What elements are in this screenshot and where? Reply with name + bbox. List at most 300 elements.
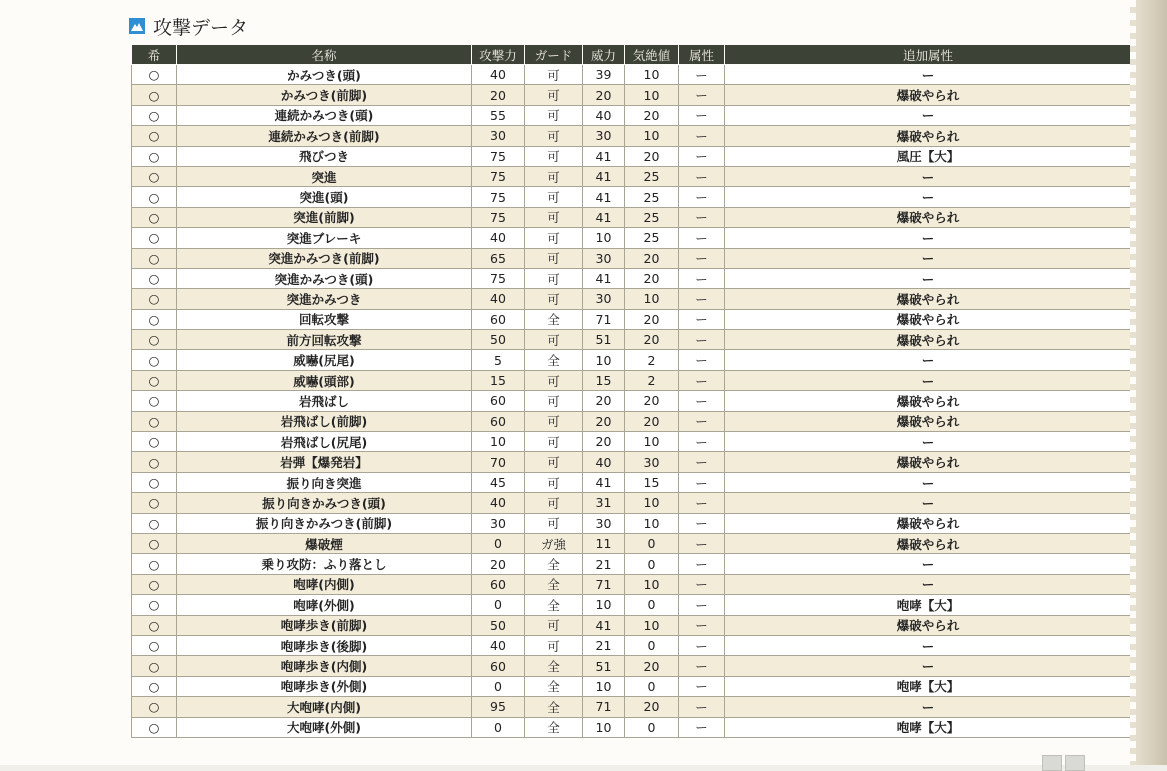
extra-attribute-cell: 爆破やられ bbox=[725, 309, 1132, 329]
rarity-cell: ○ bbox=[132, 452, 177, 472]
stun-cell: 25 bbox=[625, 166, 679, 186]
power-cell: 20 bbox=[583, 411, 625, 431]
extra-attribute-cell: ー bbox=[725, 268, 1132, 288]
stun-cell: 25 bbox=[625, 187, 679, 207]
rarity-cell: ○ bbox=[132, 105, 177, 125]
name-cell: 咆哮(内側) bbox=[177, 574, 472, 594]
extra-attribute-cell: ー bbox=[725, 635, 1132, 655]
attack-cell: 30 bbox=[472, 126, 525, 146]
name-cell: 突進かみつき bbox=[177, 289, 472, 309]
guard-cell: ガ強 bbox=[525, 533, 583, 553]
guard-cell: 可 bbox=[525, 411, 583, 431]
rarity-cell: ○ bbox=[132, 85, 177, 105]
extra-attribute-cell: 爆破やられ bbox=[725, 411, 1132, 431]
rarity-cell: ○ bbox=[132, 268, 177, 288]
name-cell: 岩飛ばし(尻尾) bbox=[177, 432, 472, 452]
guard-cell: 可 bbox=[525, 105, 583, 125]
name-cell: 突進かみつき(頭) bbox=[177, 268, 472, 288]
rarity-cell: ○ bbox=[132, 126, 177, 146]
column-header: 威力 bbox=[583, 45, 625, 65]
power-cell: 41 bbox=[583, 187, 625, 207]
element-cell: ー bbox=[679, 228, 725, 248]
attack-cell: 15 bbox=[472, 370, 525, 390]
stun-cell: 0 bbox=[625, 717, 679, 737]
element-cell: ー bbox=[679, 85, 725, 105]
guard-cell: 可 bbox=[525, 207, 583, 227]
attack-cell: 60 bbox=[472, 574, 525, 594]
name-cell: 乗り攻防：ふり落とし bbox=[177, 554, 472, 574]
power-cell: 30 bbox=[583, 289, 625, 309]
extra-attribute-cell: 爆破やられ bbox=[725, 85, 1132, 105]
table-row bbox=[132, 574, 1132, 594]
table-row bbox=[132, 533, 1132, 553]
element-cell: ー bbox=[679, 126, 725, 146]
guard-cell: 可 bbox=[525, 289, 583, 309]
table-row bbox=[132, 615, 1132, 635]
table-row bbox=[132, 187, 1132, 207]
stun-cell: 0 bbox=[625, 533, 679, 553]
attack-cell: 75 bbox=[472, 146, 525, 166]
table-row bbox=[132, 452, 1132, 472]
name-cell: 突進 bbox=[177, 166, 472, 186]
power-cell: 20 bbox=[583, 432, 625, 452]
attack-cell: 0 bbox=[472, 676, 525, 696]
column-header: 気絶値 bbox=[625, 45, 679, 65]
element-cell: ー bbox=[679, 676, 725, 696]
table-row bbox=[132, 493, 1132, 513]
rarity-cell: ○ bbox=[132, 717, 177, 737]
stun-cell: 10 bbox=[625, 493, 679, 513]
table-row bbox=[132, 554, 1132, 574]
rarity-cell: ○ bbox=[132, 309, 177, 329]
rarity-cell: ○ bbox=[132, 615, 177, 635]
stun-cell: 2 bbox=[625, 350, 679, 370]
element-cell: ー bbox=[679, 615, 725, 635]
stun-cell: 0 bbox=[625, 676, 679, 696]
rarity-cell: ○ bbox=[132, 370, 177, 390]
attack-cell: 60 bbox=[472, 411, 525, 431]
attack-cell: 75 bbox=[472, 166, 525, 186]
attack-cell: 30 bbox=[472, 513, 525, 533]
table-row bbox=[132, 268, 1132, 288]
guard-cell: 可 bbox=[525, 472, 583, 492]
attack-cell: 75 bbox=[472, 207, 525, 227]
stun-cell: 0 bbox=[625, 635, 679, 655]
rarity-cell: ○ bbox=[132, 391, 177, 411]
stun-cell: 20 bbox=[625, 248, 679, 268]
name-cell: 大咆哮(外側) bbox=[177, 717, 472, 737]
attack-cell: 40 bbox=[472, 289, 525, 309]
power-cell: 41 bbox=[583, 166, 625, 186]
rarity-cell: ○ bbox=[132, 289, 177, 309]
guard-cell: 可 bbox=[525, 146, 583, 166]
element-cell: ー bbox=[679, 697, 725, 717]
guard-cell: 可 bbox=[525, 248, 583, 268]
column-header: 希 bbox=[132, 45, 177, 65]
element-cell: ー bbox=[679, 432, 725, 452]
table-header-row bbox=[132, 45, 1132, 65]
table-row bbox=[132, 697, 1132, 717]
rarity-cell: ○ bbox=[132, 432, 177, 452]
attack-data-table bbox=[131, 44, 1132, 738]
name-cell: 爆破煙 bbox=[177, 533, 472, 553]
attack-cell: 60 bbox=[472, 656, 525, 676]
guard-cell: 可 bbox=[525, 615, 583, 635]
guard-cell: 全 bbox=[525, 656, 583, 676]
power-cell: 10 bbox=[583, 350, 625, 370]
attack-cell: 75 bbox=[472, 268, 525, 288]
rarity-cell: ○ bbox=[132, 350, 177, 370]
table-row bbox=[132, 411, 1132, 431]
element-cell: ー bbox=[679, 513, 725, 533]
table-row bbox=[132, 85, 1132, 105]
table-row bbox=[132, 513, 1132, 533]
power-cell: 30 bbox=[583, 126, 625, 146]
attack-cell: 75 bbox=[472, 187, 525, 207]
element-cell: ー bbox=[679, 493, 725, 513]
table-row bbox=[132, 717, 1132, 737]
extra-attribute-cell: 爆破やられ bbox=[725, 207, 1132, 227]
name-cell: 突進かみつき(前脚) bbox=[177, 248, 472, 268]
table-body bbox=[132, 65, 1132, 738]
table-row bbox=[132, 432, 1132, 452]
guard-cell: 可 bbox=[525, 228, 583, 248]
power-cell: 10 bbox=[583, 717, 625, 737]
page-controls bbox=[1042, 755, 1085, 771]
element-cell: ー bbox=[679, 717, 725, 737]
power-cell: 15 bbox=[583, 370, 625, 390]
stun-cell: 10 bbox=[625, 289, 679, 309]
name-cell: 咆哮歩き(後脚) bbox=[177, 635, 472, 655]
table-row bbox=[132, 391, 1132, 411]
name-cell: 突進(頭) bbox=[177, 187, 472, 207]
extra-attribute-cell: ー bbox=[725, 472, 1132, 492]
element-cell: ー bbox=[679, 635, 725, 655]
rarity-cell: ○ bbox=[132, 574, 177, 594]
guard-cell: 可 bbox=[525, 452, 583, 472]
rarity-cell: ○ bbox=[132, 65, 177, 85]
table-row bbox=[132, 126, 1132, 146]
column-header: 名称 bbox=[177, 45, 472, 65]
attack-cell: 65 bbox=[472, 248, 525, 268]
guard-cell: 可 bbox=[525, 85, 583, 105]
attack-cell: 60 bbox=[472, 391, 525, 411]
extra-attribute-cell: ー bbox=[725, 432, 1132, 452]
element-cell: ー bbox=[679, 65, 725, 85]
element-cell: ー bbox=[679, 330, 725, 350]
rarity-cell: ○ bbox=[132, 411, 177, 431]
attack-cell: 40 bbox=[472, 65, 525, 85]
stun-cell: 25 bbox=[625, 228, 679, 248]
stun-cell: 20 bbox=[625, 146, 679, 166]
stun-cell: 10 bbox=[625, 126, 679, 146]
power-cell: 41 bbox=[583, 207, 625, 227]
guard-cell: 全 bbox=[525, 697, 583, 717]
name-cell: かみつき(前脚) bbox=[177, 85, 472, 105]
stun-cell: 10 bbox=[625, 615, 679, 635]
name-cell: 前方回転攻撃 bbox=[177, 330, 472, 350]
column-header: 攻撃力 bbox=[472, 45, 525, 65]
guard-cell: 可 bbox=[525, 187, 583, 207]
stun-cell: 0 bbox=[625, 554, 679, 574]
stun-cell: 20 bbox=[625, 697, 679, 717]
element-cell: ー bbox=[679, 452, 725, 472]
guard-cell: 全 bbox=[525, 676, 583, 696]
name-cell: 岩飛ばし bbox=[177, 391, 472, 411]
element-cell: ー bbox=[679, 554, 725, 574]
next-page-icon[interactable] bbox=[1065, 755, 1085, 771]
name-cell: 回転攻撃 bbox=[177, 309, 472, 329]
rarity-cell: ○ bbox=[132, 187, 177, 207]
power-cell: 21 bbox=[583, 635, 625, 655]
rarity-cell: ○ bbox=[132, 676, 177, 696]
name-cell: 岩飛ばし(前脚) bbox=[177, 411, 472, 431]
guard-cell: 可 bbox=[525, 268, 583, 288]
column-header: 属性 bbox=[679, 45, 725, 65]
guard-cell: 全 bbox=[525, 574, 583, 594]
rarity-cell: ○ bbox=[132, 533, 177, 553]
table-row bbox=[132, 330, 1132, 350]
guard-cell: 可 bbox=[525, 166, 583, 186]
guard-cell: 全 bbox=[525, 595, 583, 615]
table-row bbox=[132, 146, 1132, 166]
extra-attribute-cell: 爆破やられ bbox=[725, 391, 1132, 411]
table-row bbox=[132, 248, 1132, 268]
name-cell: 咆哮(外側) bbox=[177, 595, 472, 615]
element-cell: ー bbox=[679, 248, 725, 268]
name-cell: 威嚇(頭部) bbox=[177, 370, 472, 390]
guard-cell: 可 bbox=[525, 493, 583, 513]
element-cell: ー bbox=[679, 309, 725, 329]
stun-cell: 20 bbox=[625, 411, 679, 431]
rarity-cell: ○ bbox=[132, 697, 177, 717]
name-cell: 咆哮歩き(前脚) bbox=[177, 615, 472, 635]
attack-cell: 20 bbox=[472, 85, 525, 105]
stun-cell: 20 bbox=[625, 268, 679, 288]
guard-cell: 可 bbox=[525, 432, 583, 452]
element-cell: ー bbox=[679, 656, 725, 676]
name-cell: 連続かみつき(前脚) bbox=[177, 126, 472, 146]
power-cell: 30 bbox=[583, 248, 625, 268]
name-cell: 咆哮歩き(内側) bbox=[177, 656, 472, 676]
attack-cell: 40 bbox=[472, 493, 525, 513]
table-row bbox=[132, 676, 1132, 696]
extra-attribute-cell: ー bbox=[725, 350, 1132, 370]
table-row bbox=[132, 105, 1132, 125]
power-cell: 71 bbox=[583, 574, 625, 594]
table-row bbox=[132, 370, 1132, 390]
element-cell: ー bbox=[679, 268, 725, 288]
stun-cell: 20 bbox=[625, 656, 679, 676]
attack-cell: 0 bbox=[472, 595, 525, 615]
table-row bbox=[132, 595, 1132, 615]
stun-cell: 20 bbox=[625, 309, 679, 329]
table-row bbox=[132, 309, 1132, 329]
stun-cell: 25 bbox=[625, 207, 679, 227]
power-cell: 10 bbox=[583, 595, 625, 615]
power-cell: 31 bbox=[583, 493, 625, 513]
extra-attribute-cell: ー bbox=[725, 248, 1132, 268]
table-row bbox=[132, 472, 1132, 492]
attack-cell: 60 bbox=[472, 309, 525, 329]
power-cell: 51 bbox=[583, 656, 625, 676]
power-cell: 20 bbox=[583, 391, 625, 411]
stun-cell: 15 bbox=[625, 472, 679, 492]
extra-attribute-cell: ー bbox=[725, 105, 1132, 125]
extra-attribute-cell: ー bbox=[725, 166, 1132, 186]
rarity-cell: ○ bbox=[132, 493, 177, 513]
element-cell: ー bbox=[679, 350, 725, 370]
name-cell: 岩弾【爆発岩】 bbox=[177, 452, 472, 472]
extra-attribute-cell: 咆哮【大】 bbox=[725, 595, 1132, 615]
stun-cell: 10 bbox=[625, 513, 679, 533]
attack-cell: 0 bbox=[472, 533, 525, 553]
attack-cell: 50 bbox=[472, 615, 525, 635]
attack-cell: 20 bbox=[472, 554, 525, 574]
extra-attribute-cell: 爆破やられ bbox=[725, 513, 1132, 533]
stun-cell: 30 bbox=[625, 452, 679, 472]
extra-attribute-cell: ー bbox=[725, 656, 1132, 676]
name-cell: 振り向きかみつき(前脚) bbox=[177, 513, 472, 533]
extra-attribute-cell: 爆破やられ bbox=[725, 452, 1132, 472]
stun-cell: 10 bbox=[625, 65, 679, 85]
extra-attribute-cell: 爆破やられ bbox=[725, 289, 1132, 309]
rarity-cell: ○ bbox=[132, 554, 177, 574]
power-cell: 10 bbox=[583, 676, 625, 696]
element-cell: ー bbox=[679, 391, 725, 411]
name-cell: 大咆哮(内側) bbox=[177, 697, 472, 717]
rarity-cell: ○ bbox=[132, 595, 177, 615]
guard-cell: 可 bbox=[525, 513, 583, 533]
name-cell: 振り向きかみつき(頭) bbox=[177, 493, 472, 513]
extra-attribute-cell: 咆哮【大】 bbox=[725, 717, 1132, 737]
element-cell: ー bbox=[679, 146, 725, 166]
attack-cell: 95 bbox=[472, 697, 525, 717]
power-cell: 39 bbox=[583, 65, 625, 85]
rarity-cell: ○ bbox=[132, 656, 177, 676]
extra-attribute-cell: ー bbox=[725, 65, 1132, 85]
power-cell: 71 bbox=[583, 309, 625, 329]
rarity-cell: ○ bbox=[132, 146, 177, 166]
element-cell: ー bbox=[679, 595, 725, 615]
table-row bbox=[132, 228, 1132, 248]
guard-cell: 可 bbox=[525, 635, 583, 655]
element-cell: ー bbox=[679, 533, 725, 553]
rarity-cell: ○ bbox=[132, 330, 177, 350]
attack-cell: 5 bbox=[472, 350, 525, 370]
page-edge bbox=[1130, 0, 1167, 765]
extra-attribute-cell: ー bbox=[725, 370, 1132, 390]
element-cell: ー bbox=[679, 207, 725, 227]
power-cell: 21 bbox=[583, 554, 625, 574]
guard-cell: 全 bbox=[525, 554, 583, 574]
section-title: 攻撃データ bbox=[153, 16, 249, 39]
stun-cell: 0 bbox=[625, 595, 679, 615]
attack-cell: 40 bbox=[472, 228, 525, 248]
power-cell: 40 bbox=[583, 105, 625, 125]
rarity-cell: ○ bbox=[132, 635, 177, 655]
stun-cell: 2 bbox=[625, 370, 679, 390]
table-row bbox=[132, 207, 1132, 227]
extra-attribute-cell: 爆破やられ bbox=[725, 330, 1132, 350]
rarity-cell: ○ bbox=[132, 513, 177, 533]
attack-cell: 0 bbox=[472, 717, 525, 737]
guard-cell: 可 bbox=[525, 391, 583, 411]
stun-cell: 10 bbox=[625, 574, 679, 594]
power-cell: 71 bbox=[583, 697, 625, 717]
rarity-cell: ○ bbox=[132, 207, 177, 227]
extra-attribute-cell: ー bbox=[725, 187, 1132, 207]
stun-cell: 20 bbox=[625, 105, 679, 125]
extra-attribute-cell: 風圧【大】 bbox=[725, 146, 1132, 166]
stun-cell: 10 bbox=[625, 85, 679, 105]
extra-attribute-cell: ー bbox=[725, 697, 1132, 717]
section-header bbox=[129, 12, 248, 40]
element-cell: ー bbox=[679, 105, 725, 125]
extra-attribute-cell: 爆破やられ bbox=[725, 533, 1132, 553]
element-cell: ー bbox=[679, 472, 725, 492]
rarity-cell: ○ bbox=[132, 472, 177, 492]
extra-attribute-cell: ー bbox=[725, 554, 1132, 574]
element-cell: ー bbox=[679, 370, 725, 390]
attack-cell: 50 bbox=[472, 330, 525, 350]
element-cell: ー bbox=[679, 411, 725, 431]
name-cell: 振り向き突進 bbox=[177, 472, 472, 492]
power-cell: 41 bbox=[583, 472, 625, 492]
extra-attribute-cell: 爆破やられ bbox=[725, 615, 1132, 635]
table-row bbox=[132, 656, 1132, 676]
extra-attribute-cell: ー bbox=[725, 493, 1132, 513]
power-cell: 20 bbox=[583, 85, 625, 105]
name-cell: かみつき(頭) bbox=[177, 65, 472, 85]
extra-attribute-cell: 咆哮【大】 bbox=[725, 676, 1132, 696]
attack-cell: 70 bbox=[472, 452, 525, 472]
power-cell: 40 bbox=[583, 452, 625, 472]
attack-cell: 55 bbox=[472, 105, 525, 125]
mountain-icon bbox=[129, 18, 145, 34]
power-cell: 41 bbox=[583, 268, 625, 288]
name-cell: 連続かみつき(頭) bbox=[177, 105, 472, 125]
attack-cell: 40 bbox=[472, 635, 525, 655]
prev-page-icon[interactable] bbox=[1042, 755, 1062, 771]
name-cell: 突進ブレーキ bbox=[177, 228, 472, 248]
stun-cell: 20 bbox=[625, 330, 679, 350]
column-header: 追加属性 bbox=[725, 45, 1132, 65]
stun-cell: 10 bbox=[625, 432, 679, 452]
extra-attribute-cell: ー bbox=[725, 228, 1132, 248]
power-cell: 30 bbox=[583, 513, 625, 533]
attack-cell: 10 bbox=[472, 432, 525, 452]
table-row bbox=[132, 635, 1132, 655]
rarity-cell: ○ bbox=[132, 248, 177, 268]
name-cell: 突進(前脚) bbox=[177, 207, 472, 227]
power-cell: 41 bbox=[583, 615, 625, 635]
rarity-cell: ○ bbox=[132, 228, 177, 248]
guard-cell: 可 bbox=[525, 330, 583, 350]
element-cell: ー bbox=[679, 187, 725, 207]
table-row bbox=[132, 166, 1132, 186]
table-row bbox=[132, 289, 1132, 309]
power-cell: 41 bbox=[583, 146, 625, 166]
guard-cell: 可 bbox=[525, 370, 583, 390]
guard-cell: 全 bbox=[525, 350, 583, 370]
extra-attribute-cell: 爆破やられ bbox=[725, 126, 1132, 146]
name-cell: 飛びつき bbox=[177, 146, 472, 166]
element-cell: ー bbox=[679, 166, 725, 186]
column-header: ガード bbox=[525, 45, 583, 65]
power-cell: 11 bbox=[583, 533, 625, 553]
guard-cell: 全 bbox=[525, 309, 583, 329]
